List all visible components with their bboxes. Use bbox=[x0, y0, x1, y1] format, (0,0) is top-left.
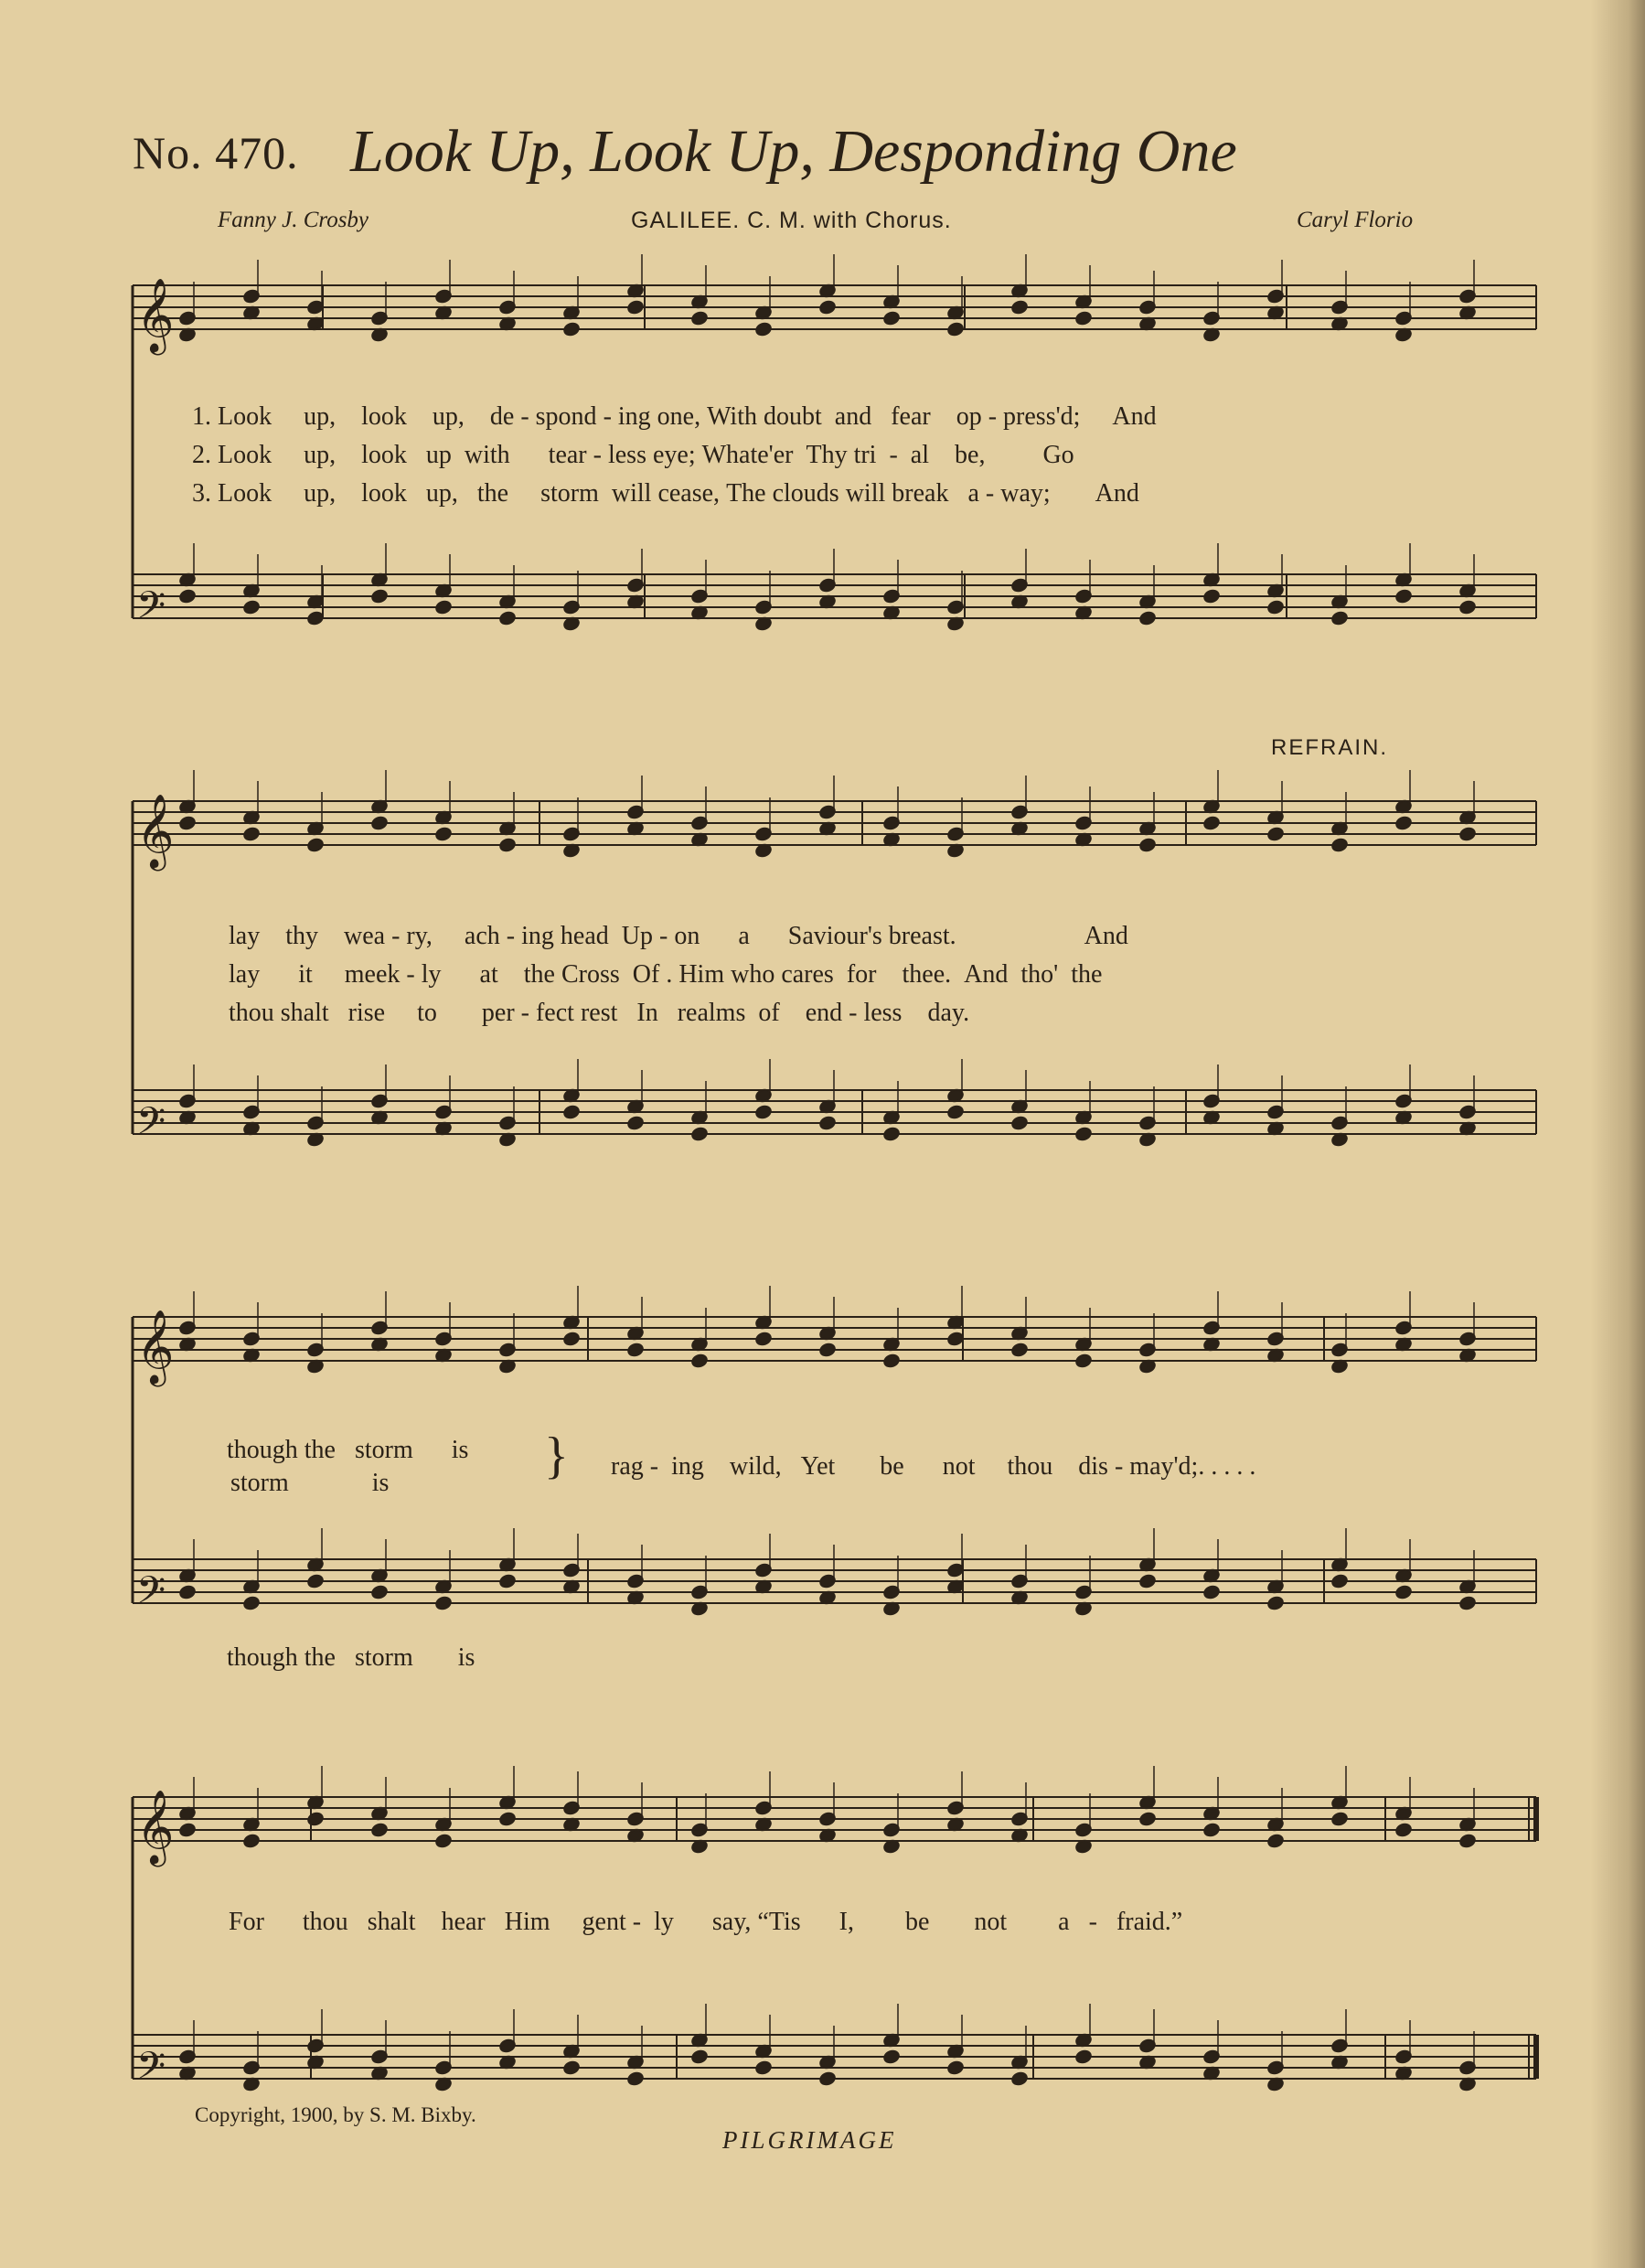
note-head bbox=[1074, 1127, 1092, 1142]
note-head bbox=[1266, 1596, 1284, 1611]
verse-2-line-1: 2. Look up, look up with tear - less eye; Whate'er Thy tri - al be, Go bbox=[192, 441, 1074, 469]
note-head bbox=[306, 611, 324, 626]
note-head bbox=[498, 611, 516, 626]
note-head bbox=[1330, 611, 1348, 626]
note-head bbox=[1266, 600, 1284, 615]
note-head bbox=[1394, 1585, 1412, 1600]
note-head bbox=[1458, 600, 1476, 615]
note-head bbox=[306, 838, 324, 853]
hymn-number: No. 470. bbox=[133, 127, 299, 178]
note-head bbox=[562, 322, 580, 337]
note-head bbox=[434, 827, 452, 842]
note-head bbox=[690, 1353, 708, 1369]
brace: } bbox=[544, 1428, 569, 1484]
note-head bbox=[1330, 1574, 1348, 1589]
note-head bbox=[818, 2071, 836, 2087]
note-head bbox=[242, 827, 260, 842]
verse-1-line-2: lay thy wea - ry, ach - ing head Up - on a Saviour's breast. And bbox=[229, 922, 1128, 950]
note-head bbox=[370, 1823, 388, 1838]
clef-symbol: 𝄢 bbox=[136, 583, 166, 637]
note-head bbox=[946, 322, 964, 337]
note-head bbox=[562, 1105, 580, 1120]
note-head bbox=[370, 589, 388, 604]
note-head bbox=[1138, 838, 1156, 853]
note-head bbox=[1458, 1596, 1476, 1611]
note-head bbox=[242, 600, 260, 615]
note-head bbox=[1202, 1585, 1220, 1600]
hymn-composer: Caryl Florio bbox=[1297, 208, 1414, 232]
verse-3-line-1: 3. Look up, look up, the storm will cease, The clouds will break a - way; And bbox=[192, 479, 1139, 508]
note-head bbox=[818, 1116, 836, 1131]
note-head bbox=[626, 2071, 644, 2087]
system-4-lyric: For thou shalt hear Him gent - ly say, “Tis I, be not a - fraid.” bbox=[229, 1908, 1183, 1936]
note-head bbox=[818, 1343, 836, 1358]
verse-2-line-2: lay it meek - ly at the Cross Of . Him who cares for thee. And tho' the bbox=[229, 960, 1103, 989]
note-head bbox=[1330, 838, 1348, 853]
note-head bbox=[1074, 1353, 1092, 1369]
note-head bbox=[562, 2060, 580, 2076]
note-head bbox=[370, 816, 388, 831]
note-head bbox=[562, 1332, 580, 1347]
note-head bbox=[882, 2049, 900, 2065]
note-head bbox=[1010, 1343, 1028, 1358]
clef-symbol: 𝄢 bbox=[136, 2044, 166, 2097]
note-head bbox=[434, 1834, 452, 1849]
page-footer-title: PILGRIMAGE bbox=[722, 2126, 897, 2154]
note-head bbox=[754, 1105, 772, 1120]
note-head bbox=[434, 600, 452, 615]
hymn-title: Look Up, Look Up, Desponding One bbox=[350, 118, 1237, 185]
tune-name: GALILEE. C. M. with Chorus. bbox=[631, 208, 952, 233]
note-head bbox=[1202, 589, 1220, 604]
clef-symbol: 𝄞 bbox=[136, 1309, 175, 1384]
clef-symbol: 𝄞 bbox=[136, 1789, 175, 1864]
note-head bbox=[754, 2060, 772, 2076]
note-head bbox=[1138, 611, 1156, 626]
verse-1-line-1: 1. Look up, look up, de - spond - ing one, With doubt and fear op - press'd; And bbox=[192, 402, 1157, 431]
note-head bbox=[1138, 1812, 1156, 1827]
hymn-author: Fanny J. Crosby bbox=[218, 208, 369, 232]
note-head bbox=[498, 1574, 516, 1589]
note-head bbox=[498, 1812, 516, 1827]
note-head bbox=[1010, 2071, 1028, 2087]
note-head bbox=[1394, 816, 1412, 831]
note-head bbox=[690, 1127, 708, 1142]
note-head bbox=[1202, 1823, 1220, 1838]
note-head bbox=[946, 1332, 964, 1347]
note-head bbox=[1394, 589, 1412, 604]
note-head bbox=[882, 1127, 900, 1142]
note-head bbox=[1394, 1823, 1412, 1838]
note-head bbox=[690, 311, 708, 326]
note-head bbox=[626, 1116, 644, 1131]
note-head bbox=[882, 1353, 900, 1369]
note-head bbox=[882, 311, 900, 326]
note-head bbox=[1010, 1116, 1028, 1131]
note-head bbox=[946, 2060, 964, 2076]
note-head bbox=[1202, 816, 1220, 831]
note-head bbox=[818, 300, 836, 316]
note-head bbox=[242, 1596, 260, 1611]
note-head bbox=[178, 589, 196, 604]
clef-symbol: 𝄢 bbox=[136, 1099, 166, 1152]
note-head bbox=[242, 1834, 260, 1849]
note-head bbox=[434, 1596, 452, 1611]
note-head bbox=[946, 1105, 964, 1120]
note-head bbox=[626, 300, 644, 316]
note-head bbox=[178, 1585, 196, 1600]
note-head bbox=[1266, 1834, 1284, 1849]
system-3-bass-lyric: though the storm is bbox=[227, 1643, 475, 1672]
note-head bbox=[1266, 827, 1284, 842]
clef-symbol: 𝄞 bbox=[136, 793, 175, 868]
system-3-treble-lyric-b: storm is bbox=[230, 1469, 390, 1497]
clef-symbol: 𝄢 bbox=[136, 1568, 166, 1621]
copyright-notice: Copyright, 1900, by S. M. Bixby. bbox=[195, 2103, 476, 2126]
note-head bbox=[1010, 300, 1028, 316]
refrain-label: REFRAIN. bbox=[1271, 735, 1389, 760]
note-head bbox=[754, 322, 772, 337]
note-head bbox=[626, 1343, 644, 1358]
note-head bbox=[178, 1823, 196, 1838]
note-head bbox=[690, 2049, 708, 2065]
note-head bbox=[1330, 1812, 1348, 1827]
note-head bbox=[178, 816, 196, 831]
note-head bbox=[1074, 2049, 1092, 2065]
note-head bbox=[754, 1332, 772, 1347]
clef-symbol: 𝄞 bbox=[136, 277, 175, 352]
note-head bbox=[1138, 1574, 1156, 1589]
system-3-treble-lyric-a: though the storm is bbox=[227, 1436, 469, 1464]
note-head bbox=[306, 1812, 324, 1827]
note-head bbox=[370, 1585, 388, 1600]
note-head bbox=[306, 1574, 324, 1589]
note-head bbox=[1458, 827, 1476, 842]
note-head bbox=[1458, 1834, 1476, 1849]
note-head bbox=[498, 838, 516, 853]
system-3-treble-lyric-c: rag - ing wild, Yet be not thou dis - may'd;. . . . . bbox=[611, 1452, 1256, 1481]
verse-3-line-2: thou shalt rise to per - fect rest In realms of end - less day. bbox=[229, 999, 970, 1027]
note-head bbox=[1074, 311, 1092, 326]
